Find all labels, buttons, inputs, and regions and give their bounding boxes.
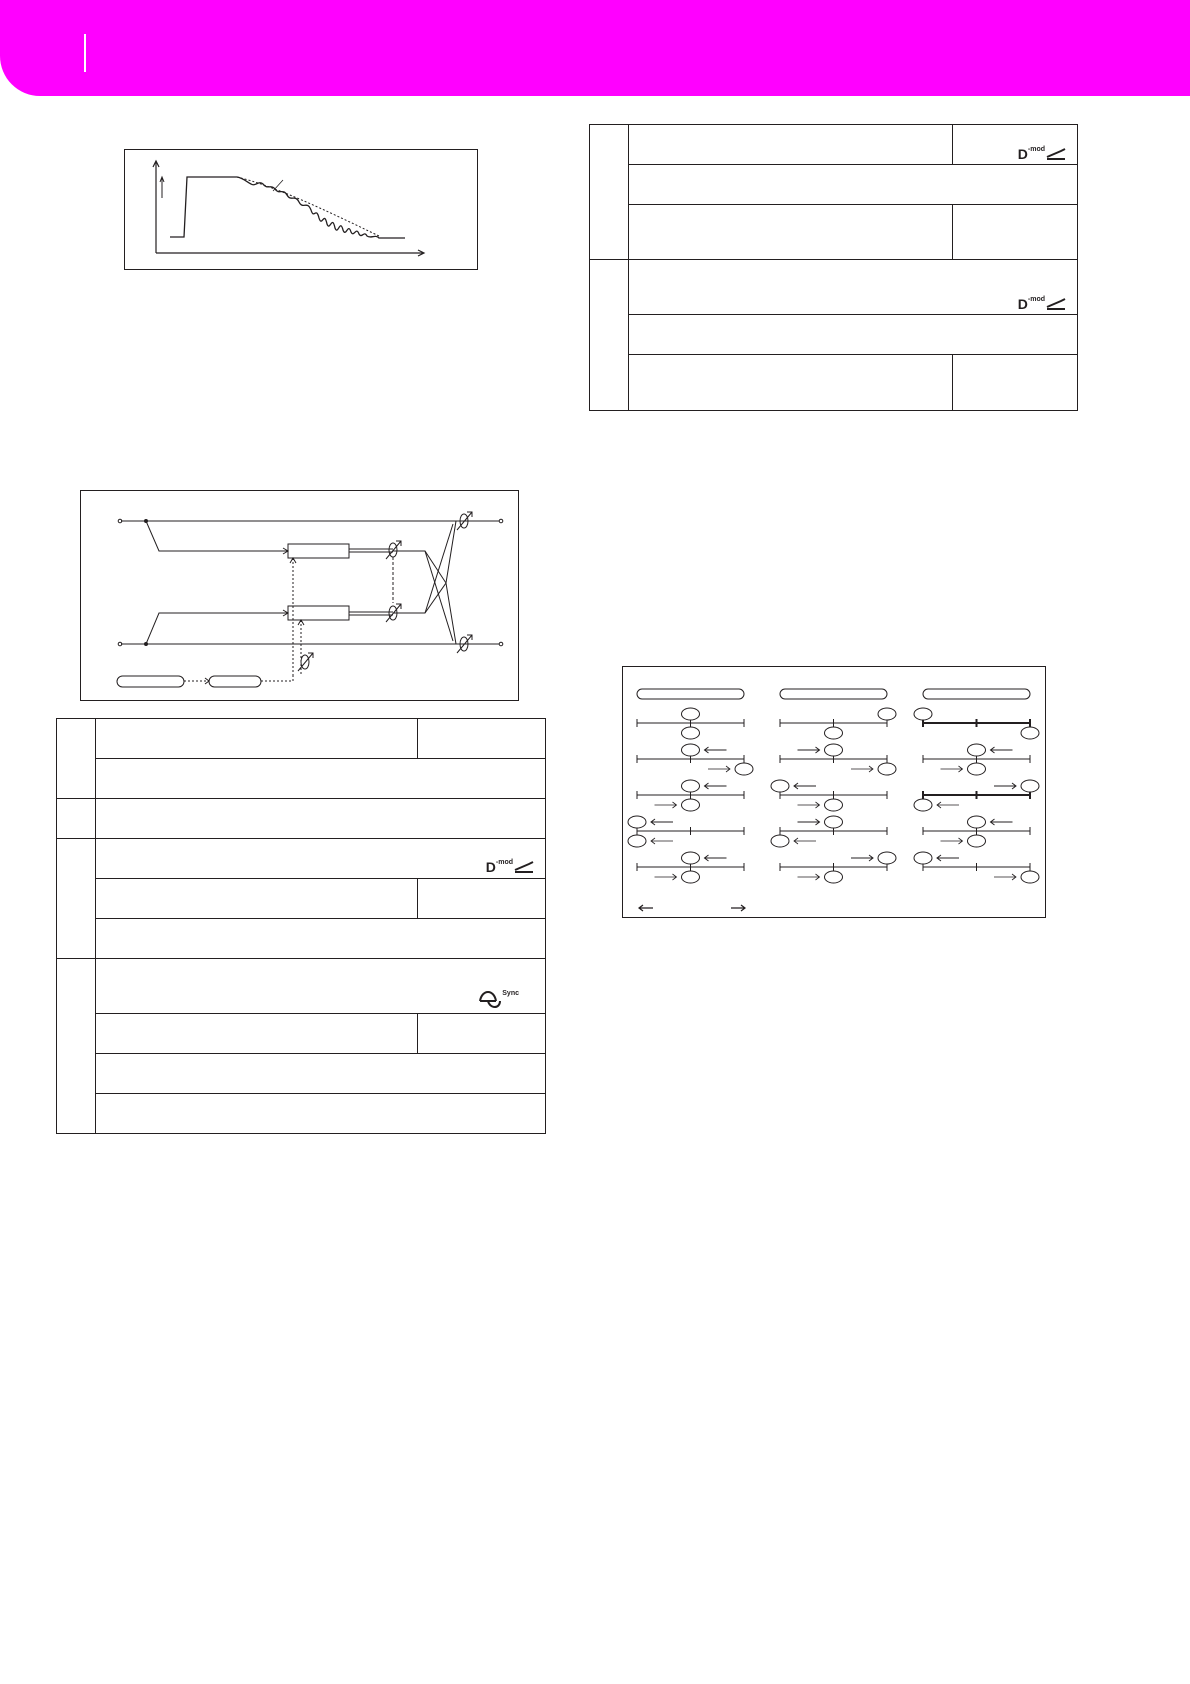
lower-direction-arrow-c2-r2: [851, 766, 873, 772]
left-table-row-d2: [95, 1014, 545, 1054]
lfo-source-block: [117, 676, 184, 687]
lfo-target-block: [209, 676, 261, 687]
left-table-row-a1: [95, 719, 545, 759]
lower-node-c3-r5: [1021, 871, 1039, 883]
lower-direction-arrow-c3-r3: [937, 802, 959, 808]
upper-direction-arrow-c1-r5: [705, 855, 727, 861]
lower-direction-arrow-c3-r5: [994, 874, 1016, 880]
scale-line-c2-r5: [780, 863, 887, 871]
lower-direction-arrow-c2-r5: [798, 874, 820, 880]
left-effect-block: [288, 544, 349, 558]
right-parameter-table: [589, 124, 1078, 411]
right-table-row-b1: [628, 260, 1077, 315]
scale-line-c2-r3: [780, 791, 887, 799]
left-wet-level-arrow: [386, 541, 401, 559]
lower-direction-arrow-c2-r3: [798, 802, 820, 808]
legend-right-arrow: [731, 905, 745, 911]
lower-direction-arrow-c3-r4: [941, 838, 963, 844]
right-table-row-a3: [628, 205, 1077, 260]
left-table-group-c: [57, 839, 96, 959]
left-table-row-c2: [95, 879, 545, 919]
legend-left-arrow: [639, 905, 653, 911]
right-table-row-a1: [628, 125, 1077, 165]
column-header-pill-3: [923, 689, 1030, 699]
upper-direction-arrow-c3-r4: [991, 819, 1013, 825]
scale-line-c3-r5: [923, 863, 1030, 871]
right-effect-block: [288, 606, 349, 620]
scale-line-c3-r3: [923, 791, 1030, 799]
envelope-graph-figure: [124, 149, 478, 270]
d-mod-icon: D -mod: [1018, 297, 1067, 311]
lower-direction-arrow-c1-r3: [655, 802, 677, 808]
left-table-group-b: [57, 799, 96, 839]
left-table-row-c2-divider: [417, 879, 418, 918]
lower-direction-arrow-c1-r5: [655, 874, 677, 880]
upper-node-c1-r5: [682, 852, 700, 864]
upper-node-c3-r1: [914, 708, 932, 720]
left-table-row-a1-divider: [417, 719, 418, 758]
mod-amount-arrow: [298, 653, 313, 671]
upper-direction-arrow-c1-r2: [705, 747, 727, 753]
upper-node-c2-r2: [825, 744, 843, 756]
upper-direction-arrow-c1-r4: [651, 819, 673, 825]
column-header-pill-1: [637, 689, 744, 699]
envelope-callout-line: [273, 180, 283, 191]
signal-flow-figure: [80, 490, 519, 701]
lower-node-c3-r4: [968, 835, 986, 847]
right-table-row-b2: [628, 315, 1077, 355]
d-mod-icon: D -mod: [1018, 147, 1067, 161]
right-table-group-a: [590, 125, 629, 260]
left-output-terminal: [499, 519, 503, 523]
left-table-row-d3: [95, 1054, 545, 1094]
left-table-row-b1: [95, 799, 545, 839]
left-wet-to-mix-line: [393, 551, 456, 644]
column-header-pill-2: [780, 689, 887, 699]
upper-node-c1-r2: [682, 744, 700, 756]
upper-node-c3-r5: [914, 852, 932, 864]
lower-direction-arrow-c1-r4: [651, 838, 673, 844]
pan-direction-figure: [622, 666, 1046, 918]
lower-node-c3-r3: [914, 799, 932, 811]
right-table-row-a2: [628, 165, 1077, 205]
lower-node-c2-r1: [825, 727, 843, 739]
lower-node-c1-r5: [682, 871, 700, 883]
lower-node-c1-r1: [682, 727, 700, 739]
upper-node-c1-r4: [628, 816, 646, 828]
left-parameter-table: [56, 718, 546, 1134]
right-table-row-a1-divider: [952, 125, 953, 164]
left-table-row-d4: [95, 1094, 545, 1133]
page-header-band: [0, 0, 1190, 96]
left-table-row-c1: [95, 839, 545, 879]
upper-node-c2-r4: [825, 816, 843, 828]
upper-node-c1-r3: [682, 780, 700, 792]
upper-node-c1-r1: [682, 708, 700, 720]
scale-line-c3-r1: [923, 719, 1030, 727]
right-table-row-a3-divider: [952, 205, 953, 259]
scale-line-c2-r1: [780, 719, 887, 727]
left-table-row-c3: [95, 919, 545, 959]
lower-node-c2-r3: [825, 799, 843, 811]
right-table-group-b: [590, 260, 629, 410]
left-table-group-d: [57, 959, 96, 1133]
right-table-row-b3-divider: [952, 355, 953, 410]
y-axis-level-arrow: [160, 177, 164, 198]
lower-direction-arrow-c3-r2: [941, 766, 963, 772]
lower-node-c2-r4: [771, 835, 789, 847]
left-table-group-a: [57, 719, 96, 799]
left-effect-out-line: [349, 549, 393, 552]
scale-line-c1-r4: [637, 827, 744, 835]
left-table-row-a2: [95, 759, 545, 799]
upper-node-c2-r1: [878, 708, 896, 720]
upper-node-c2-r5: [878, 852, 896, 864]
lower-node-c2-r5: [825, 871, 843, 883]
left-send-line: [146, 521, 288, 551]
lower-direction-arrow-c1-r2: [708, 766, 730, 772]
upper-node-c2-r3: [771, 780, 789, 792]
tempo-sync-icon: Sync: [478, 987, 533, 1009]
envelope-curve: [170, 177, 405, 238]
header-divider: [84, 34, 86, 72]
upper-direction-arrow-c2-r5: [851, 855, 873, 861]
upper-direction-arrow-c3-r2: [991, 747, 1013, 753]
envelope-dotted-guide: [237, 177, 379, 236]
upper-direction-arrow-c3-r5: [937, 855, 959, 861]
right-send-line: [146, 613, 288, 644]
upper-node-c3-r3: [1021, 780, 1039, 792]
lower-node-c2-r2: [878, 763, 896, 775]
lower-node-c1-r4: [628, 835, 646, 847]
upper-direction-arrow-c1-r3: [705, 783, 727, 789]
left-table-row-d2-divider: [417, 1014, 418, 1053]
lfo-to-mod-dashed: [261, 676, 293, 681]
upper-direction-arrow-c2-r3: [794, 783, 816, 789]
upper-direction-arrow-c3-r3: [994, 783, 1016, 789]
upper-node-c3-r2: [968, 744, 986, 756]
right-wet-to-mix-line: [393, 521, 456, 613]
lower-direction-arrow-c2-r4: [794, 838, 816, 844]
lower-node-c1-r3: [682, 799, 700, 811]
upper-node-c3-r4: [968, 816, 986, 828]
right-table-row-b3: [628, 355, 1077, 410]
upper-direction-arrow-c2-r4: [798, 819, 820, 825]
lower-node-c1-r2: [735, 763, 753, 775]
right-output-terminal: [499, 642, 503, 646]
upper-direction-arrow-c2-r2: [798, 747, 820, 753]
left-table-row-d1: [95, 959, 545, 1014]
lower-node-c3-r1: [1021, 727, 1039, 739]
d-mod-icon: D -mod: [486, 860, 535, 874]
lower-node-c3-r2: [968, 763, 986, 775]
right-effect-out-line: [349, 612, 393, 615]
